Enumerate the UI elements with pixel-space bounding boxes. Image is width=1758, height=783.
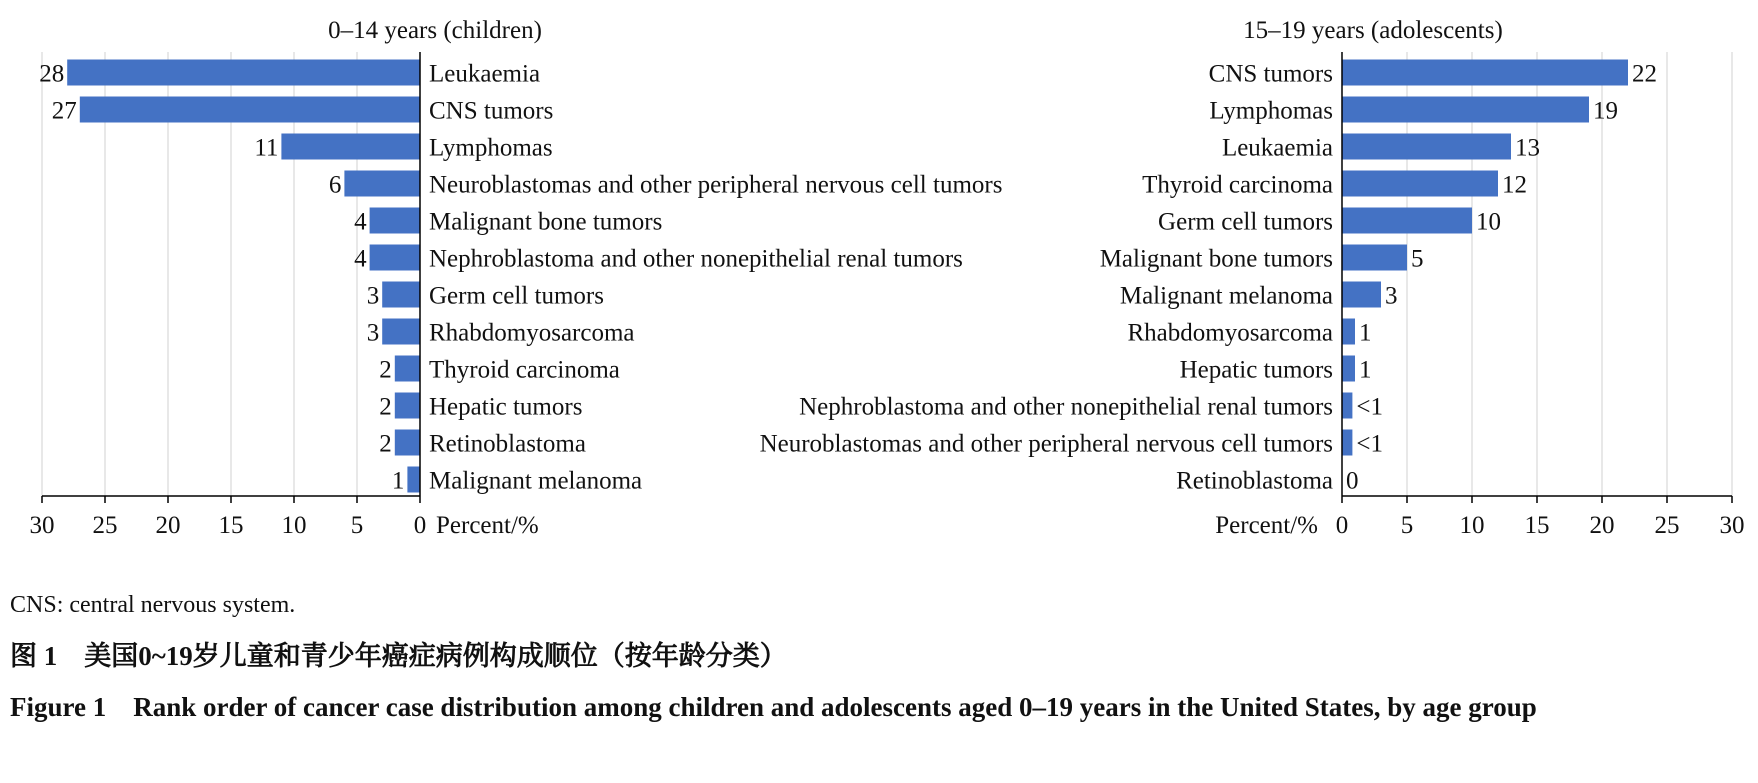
bar xyxy=(1342,430,1352,456)
category-label: Malignant melanoma xyxy=(429,467,643,495)
category-label: Malignant bone tumors xyxy=(1099,245,1333,273)
value-label: 28 xyxy=(39,60,65,88)
value-label: 2 xyxy=(379,430,392,458)
value-label: 6 xyxy=(328,171,342,199)
value-label: 11 xyxy=(254,134,279,162)
value-label: 27 xyxy=(51,97,77,125)
value-label: 3 xyxy=(366,319,380,347)
tick-label: 20 xyxy=(155,512,181,539)
bar xyxy=(370,208,420,234)
value-label: 10 xyxy=(1476,208,1501,236)
tick-label: 0 xyxy=(1335,512,1349,539)
category-label: Lymphomas xyxy=(429,134,553,162)
x-axis-label: Percent/% xyxy=(436,512,539,539)
category-label: Hepatic tumors xyxy=(429,393,583,421)
category-label: Neuroblastomas and other peripheral nervous cell tumors xyxy=(429,171,1003,199)
value-label: 5 xyxy=(1411,245,1424,273)
tick-label: 0 xyxy=(413,512,427,539)
category-label: Germ cell tumors xyxy=(1158,208,1333,236)
bar xyxy=(1342,245,1407,271)
tick-label: 30 xyxy=(1719,512,1745,539)
category-label: Retinoblastoma xyxy=(1176,467,1333,495)
x-axis-label: Percent/% xyxy=(1215,512,1318,539)
value-label: 1 xyxy=(1359,356,1372,384)
bar xyxy=(1342,97,1589,123)
value-label: 2 xyxy=(379,393,392,421)
tick-label: 25 xyxy=(92,512,118,539)
value-label: 4 xyxy=(354,208,367,236)
value-label: 0 xyxy=(1346,467,1359,495)
bar xyxy=(281,134,420,160)
bar xyxy=(1342,60,1628,86)
tick-label: 10 xyxy=(281,512,307,539)
bar xyxy=(370,245,420,271)
category-label: Leukaemia xyxy=(1221,134,1333,162)
value-label: 3 xyxy=(1385,282,1398,310)
category-label: Neuroblastomas and other peripheral nervous cell tumors xyxy=(759,430,1333,458)
value-label: 2 xyxy=(379,356,392,384)
category-label: Hepatic tumors xyxy=(1179,356,1333,384)
tick-label: 10 xyxy=(1459,512,1485,539)
value-label: 12 xyxy=(1502,171,1527,199)
tick-label: 15 xyxy=(1524,512,1550,539)
category-label: Thyroid carcinoma xyxy=(1142,171,1333,199)
figure-caption-chinese: 图 1 美国0~19岁儿童和青少年癌症病例构成顺位（按年龄分类） xyxy=(10,641,787,671)
tick-label: 5 xyxy=(350,512,364,539)
category-label: Nephroblastoma and other nonepithelial renal tumors xyxy=(799,393,1333,421)
bar xyxy=(67,60,420,86)
bar xyxy=(1342,282,1381,308)
category-label: CNS tumors xyxy=(429,97,554,125)
category-label: Germ cell tumors xyxy=(429,282,604,310)
value-label: 4 xyxy=(354,245,367,273)
panel-adolescents xyxy=(760,17,1745,539)
value-label: 1 xyxy=(1359,319,1372,347)
bar xyxy=(395,356,420,382)
bar xyxy=(1342,134,1511,160)
bar xyxy=(1342,208,1472,234)
category-label: Malignant melanoma xyxy=(1119,282,1333,310)
tick-label: 5 xyxy=(1400,512,1414,539)
tick-label: 20 xyxy=(1589,512,1615,539)
figure-note: CNS: central nervous system. xyxy=(10,592,296,618)
category-label: Rhabdomyosarcoma xyxy=(429,319,635,347)
value-label: 22 xyxy=(1632,60,1657,88)
category-label: Retinoblastoma xyxy=(429,430,586,458)
value-label: 19 xyxy=(1593,97,1618,125)
panel-title: 15–19 years (adolescents) xyxy=(1243,17,1503,44)
category-label: Malignant bone tumors xyxy=(429,208,663,236)
category-label: CNS tumors xyxy=(1208,60,1333,88)
figure-caption-english: Figure 1 Rank order of cancer case distribution among children and adolescents aged 0–19 years in the United States, by age group xyxy=(10,692,1537,722)
bar xyxy=(80,97,420,123)
value-label: <1 xyxy=(1356,430,1384,458)
category-label: Leukaemia xyxy=(429,60,541,88)
bar xyxy=(344,171,420,197)
value-label: 13 xyxy=(1515,134,1540,162)
category-label: Lymphomas xyxy=(1209,97,1333,125)
bar xyxy=(1342,319,1355,345)
bar xyxy=(1342,171,1498,197)
bar xyxy=(407,467,420,493)
bar xyxy=(382,282,420,308)
bar xyxy=(395,393,420,419)
bar xyxy=(1342,356,1355,382)
tick-label: 25 xyxy=(1654,512,1680,539)
value-label: 3 xyxy=(366,282,380,310)
panel-title: 0–14 years (children) xyxy=(328,17,542,44)
category-label: Thyroid carcinoma xyxy=(429,356,620,384)
tick-label: 15 xyxy=(218,512,244,539)
bar xyxy=(382,319,420,345)
bar xyxy=(1342,393,1352,419)
value-label: <1 xyxy=(1356,393,1384,421)
category-label: Nephroblastoma and other nonepithelial renal tumors xyxy=(429,245,963,273)
category-label: Rhabdomyosarcoma xyxy=(1127,319,1333,347)
bar xyxy=(395,430,420,456)
panel-children xyxy=(30,17,1003,539)
tick-label: 30 xyxy=(29,512,55,539)
value-label: 1 xyxy=(391,467,405,495)
